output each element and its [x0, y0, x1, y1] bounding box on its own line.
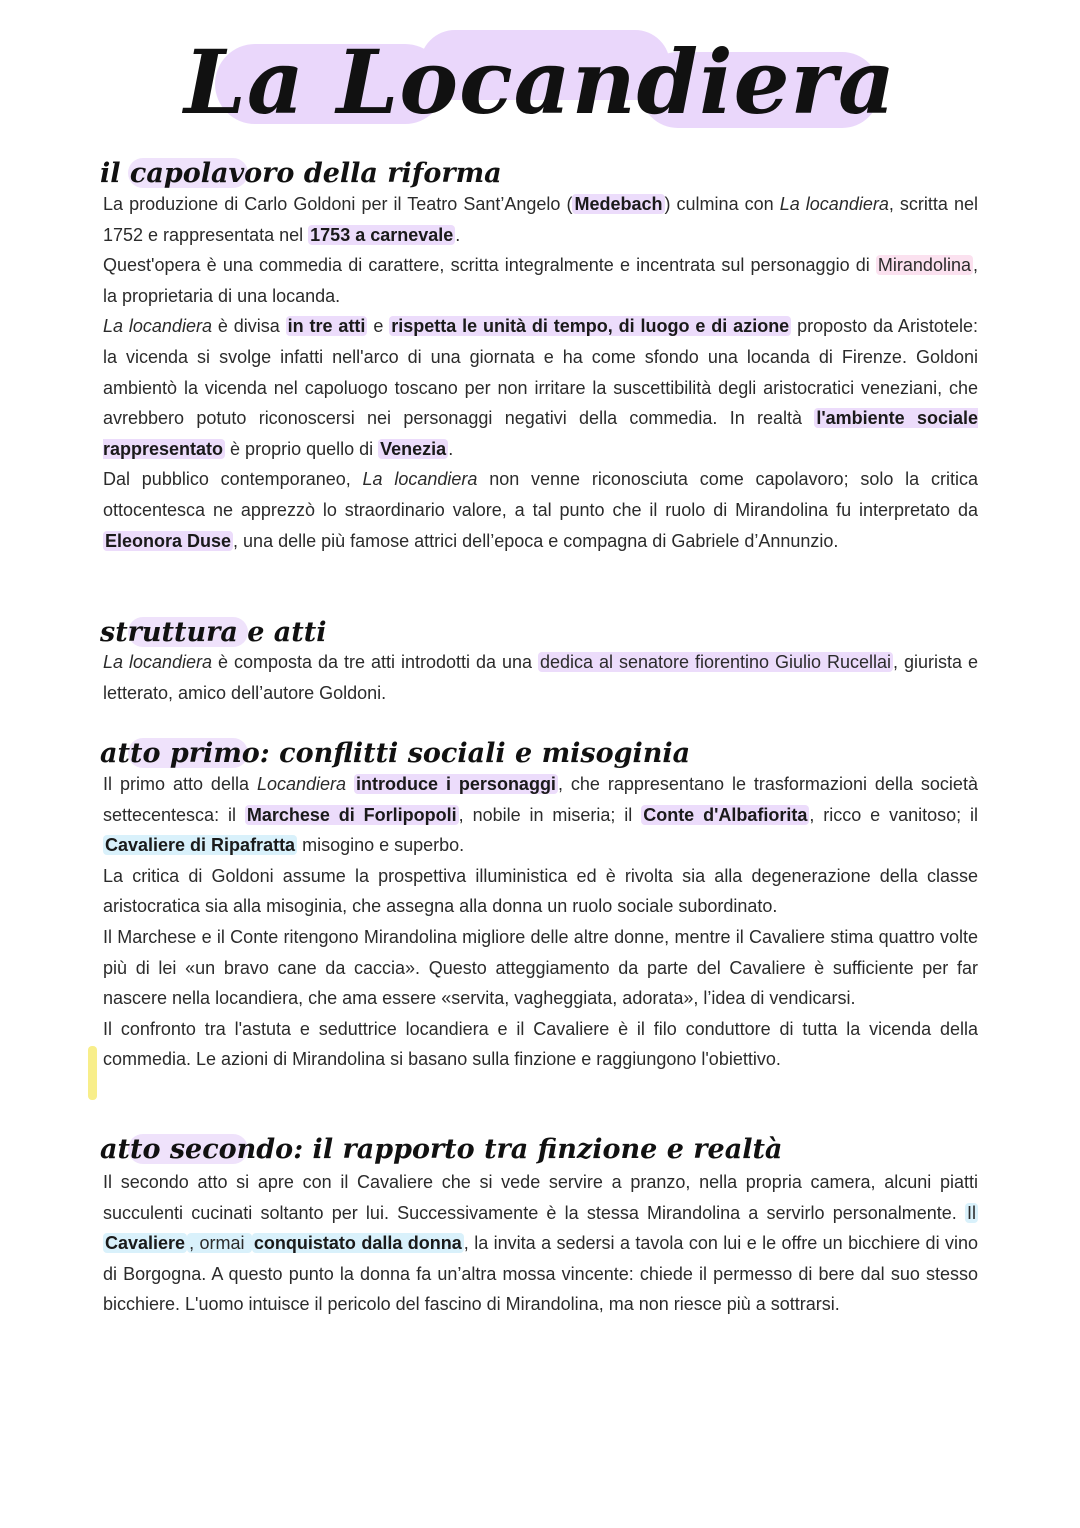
paragraph: Il Marchese e il Conte ritengono Mirandolina migliore delle altre donne, mentre il Cavaliere stima quattro volte più di lei «un bravo cane da caccia». Questo atteggiamento da parte del Cavaliere è sufficiente per far nascere nella locandiera, che ama essere «servita, vagheggiata, adorata», l’idea di vendicarsi.: [103, 926, 978, 1009]
section-body: [103, 189, 978, 556]
section-heading: atto primo: conflitti sociali e misoginia: [100, 738, 691, 769]
section-body: [103, 1167, 978, 1320]
section-heading: struttura e atti: [100, 617, 327, 648]
section-body: [103, 647, 978, 708]
paragraph: La locandiera è divisa in tre atti e rispetta le unità di tempo, di luogo e di azione proposto da Aristotele: la vicenda si svolge infatti nell'arco di una giornata e ha come sfondo una locanda di Firenze. Goldoni ambientò la vicenda nel capoluogo toscano per non irritare la suscettibilità degli aristocratici veneziani, che avrebbero potuto riconoscersi nei personaggi negativi della commedia. In realtà l'ambiente sociale rappresentato è proprio quello di Venezia .: [103, 316, 978, 459]
section-heading: il capolavoro della riforma: [100, 158, 502, 189]
page-title: La Locandiera: [183, 30, 896, 134]
paragraph: Quest'opera è una commedia di carattere, scritta integralmente e incentrata sul personaggio di Mirandolina , la proprietaria di una locanda.: [103, 255, 978, 306]
paragraph: La locandiera è composta da tre atti introdotti da una dedica al senatore fiorentino Giulio Rucellai , giurista e letterato, amico dell’autore Goldoni.: [103, 652, 978, 703]
paragraph: Dal pubblico contemporaneo, La locandiera non venne riconosciuta come capolavoro; solo la critica ottocentesca ne apprezzò lo straordinario valore, a tal punto che il ruolo di Mirandolina fu interpretato da Eleonora Duse , una delle più famose attrici dell’epoca e compagna di Gabriele d’Annunzio.: [103, 469, 978, 551]
paragraph: La produzione di Carlo Goldoni per il Teatro Sant’Angelo ( Medebach ) culmina con La locandiera, scritta nel 1752 e rappresentata nel 1753 a carnevale .: [103, 194, 979, 245]
section-body: [103, 769, 978, 1075]
paragraph: La critica di Goldoni assume la prospettiva illuministica ed è rivolta sia alla degenerazione della classe aristocratica sia alla misoginia, che assegna alla donna un ruolo sociale subordinato.: [103, 865, 978, 917]
margin-highlight-marker: [88, 1046, 97, 1100]
paragraph: Il primo atto della Locandiera introduce i personaggi , che rappresentano le trasformazioni della società settecentesca: il Marchese di Forlipopoli , nobile in miseria; il Conte d'Albafiorita , ricco e vanitoso; il Cavaliere di Ripafratta misogino e superbo.: [103, 774, 978, 856]
paragraph: Il secondo atto si apre con il Cavaliere che si vede servire a pranzo, nella propria camera, alcuni piatti succulenti cucinati soltanto per lui. Successivamente è la stessa Mirandolina a servirlo personalmente. Il Cavaliere , ormai conquistato dalla donna , la invita a sedersi a tavola con lui e le offre un bicchiere di vino di Borgogna. A questo punto la donna fa un’altra mossa vincente: chiede il permesso di bere dal suo stesso bicchiere. L'uomo intuisce il pericolo del fascino di Mirandolina, ma non riesce più a sottrarsi.: [103, 1172, 979, 1315]
section-heading: atto secondo: il rapporto tra finzione e realtà: [100, 1134, 783, 1165]
title-area: [0, 22, 1080, 142]
paragraph: Il confronto tra l'astuta e seduttrice locandiera e il Cavaliere è il filo conduttore di tutta la vicenda della commedia. Le azioni di Mirandolina si basano sulla finzione e raggiungono l'obiettivo.: [103, 1018, 978, 1070]
